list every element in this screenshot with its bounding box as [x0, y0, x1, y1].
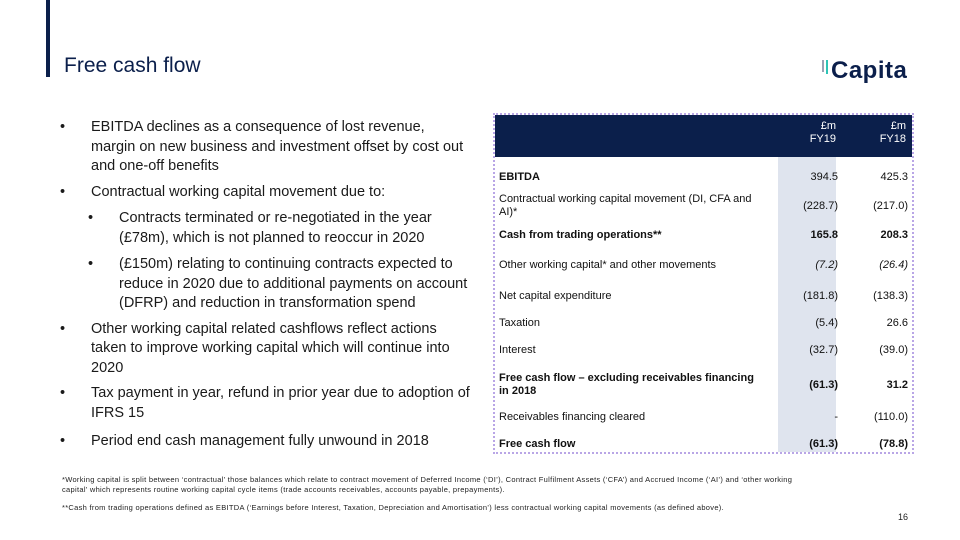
table-row: [495, 187, 916, 225]
row-label: Net capital expenditure: [499, 289, 612, 302]
page-number: 16: [898, 512, 909, 522]
bullet-working-capital: [60, 183, 472, 314]
bullet-ebitda: • EBITDA declines as a consequence of lost revenue, margin on new business and investment offset by cost out and one-off benefits: [60, 118, 472, 177]
row-fy19: 165.8: [810, 229, 838, 241]
row-fy19: (32.7): [809, 344, 838, 356]
table-row: [495, 167, 916, 187]
col-header-fy18: [840, 120, 906, 146]
row-label: Free cash flow – excluding receivables financing in 2018: [499, 372, 754, 397]
row-fy18: 26.6: [886, 317, 908, 329]
row-fy18: 31.2: [886, 379, 908, 391]
footnote-cash-from-trading: **Cash from trading operations defined as EBITDA (‘Earnings before Interest, Taxation, Depreciation and Amortisation’) less contractual working capital movements (as defined above).: [62, 503, 724, 512]
row-label: Contractual working capital movement (DI, CFA and AI)*: [499, 193, 752, 218]
row-label: Interest: [499, 343, 536, 356]
row-label: Free cash flow: [499, 437, 576, 450]
sub-bullet-contracts-terminated: • Contracts terminated or re-negotiated in the year (£78m), which is not planned to reoccur in 2020: [60, 209, 472, 248]
row-fy19: -: [834, 411, 838, 423]
col-header-fy19-unit: £m: [820, 120, 836, 132]
sub-bullet-continuing-contracts: • (£150m) relating to continuing contracts expected to reduce in 2020 due to additional payments on account (DFRP) and reduction in transformation spend: [60, 255, 472, 314]
table-row: [495, 340, 916, 360]
title-accent-bar: [46, 0, 50, 77]
bullet-cash-management: • Period end cash management fully unwound in 2018: [60, 432, 472, 452]
capita-logo: [822, 58, 907, 84]
col-header-fy19: [770, 120, 836, 146]
row-label: Receivables financing cleared: [499, 410, 646, 423]
row-label: Other working capital* and other movements: [499, 258, 717, 271]
table-row: [495, 255, 916, 275]
row-fy19: (7.2): [815, 259, 838, 271]
row-fy19: (228.7): [803, 200, 838, 212]
logo-mark-icon: [822, 60, 828, 84]
row-fy19: (5.4): [815, 317, 838, 329]
col-header-fy18-unit: £m: [890, 120, 906, 132]
col-header-fy18-year: FY18: [879, 133, 906, 145]
table-row: [495, 286, 916, 306]
row-fy19: (61.3): [809, 379, 838, 391]
free-cash-flow-table: [493, 113, 914, 454]
row-fy19: (181.8): [803, 290, 838, 302]
table-row: [495, 225, 916, 245]
col-header-fy19-year: FY19: [809, 133, 836, 145]
table-row: [495, 313, 916, 333]
row-fy18: (217.0): [873, 200, 908, 212]
row-fy18: 425.3: [880, 171, 908, 183]
row-fy18: (39.0): [879, 344, 908, 356]
logo-text: Capita: [831, 57, 908, 84]
bullet-other-working-capital: • Other working capital related cashflows reflect actions taken to improve working capital which will continue into 2020: [60, 320, 472, 379]
row-fy19: (61.3): [809, 438, 838, 450]
row-fy18: (26.4): [879, 259, 908, 271]
row-label: EBITDA: [499, 170, 540, 183]
row-fy19: 394.5: [810, 171, 838, 183]
page-title: Free cash flow: [64, 54, 201, 77]
row-fy18: (110.0): [873, 411, 908, 423]
row-fy18: (78.8): [879, 438, 908, 450]
bullet-working-capital-text: Contractual working capital movement due to:: [91, 183, 386, 200]
bullet-tax-payment: • Tax payment in year, refund in prior year due to adoption of IFRS 15: [60, 384, 472, 423]
row-fy18: (138.3): [873, 290, 908, 302]
footnote-working-capital: *Working capital is split between ‘contractual’ those balances which relate to contract movement of Deferred Income (‘DI’), Contract Fulfilment Assets (‘CFA’) and Accrued Income (‘AI’) and ‘other working capital’ which represents routine working capital cycle items (trade accounts receivables, accounts payable, prepayments).: [62, 475, 793, 494]
row-fy18: 208.3: [880, 229, 908, 241]
row-label: Cash from trading operations**: [499, 228, 662, 241]
row-label: Taxation: [499, 316, 540, 329]
table-row: [495, 366, 916, 404]
table-row: [495, 407, 916, 427]
table-row: [495, 434, 916, 454]
commentary-bullets: [60, 118, 472, 452]
